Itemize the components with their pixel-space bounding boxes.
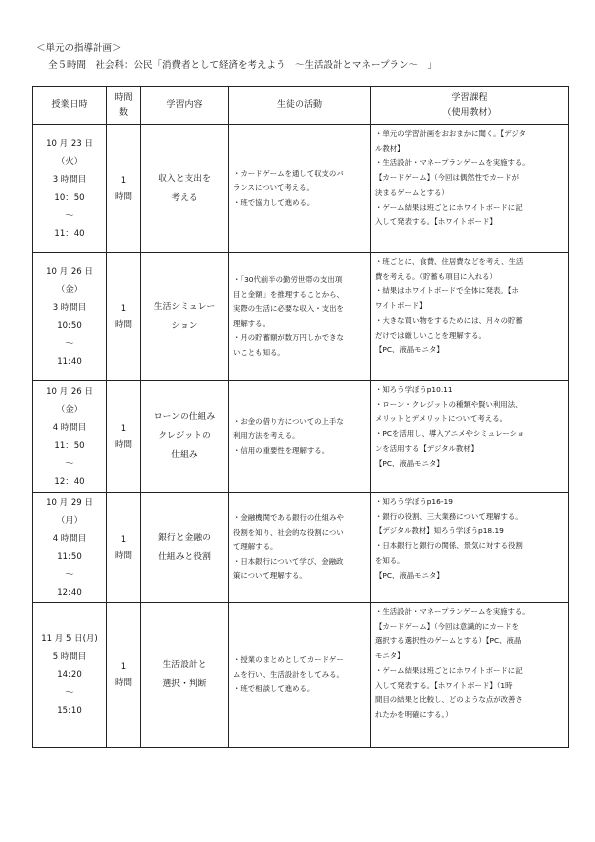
activity-line: て理解する。	[233, 542, 278, 552]
hours-cell	[107, 493, 141, 603]
process-line: 【カードゲーム】（今回は意識的にカードを	[375, 621, 519, 631]
activity-line: ・信用の重要性を理解する。	[233, 445, 330, 455]
date-line: 10 月 23 日	[46, 138, 93, 149]
process-line: ・生活設計・マネープランゲームを実施する。	[375, 158, 530, 168]
process-line: ・大きな買い物をするためには、月々の貯蓄	[375, 315, 523, 325]
unit-title: 全５時間 社会科：公民「消費者として経済を考えよう ～生活設計とマネープラン～ 」	[48, 60, 438, 71]
process-line: 間目の結果と比較し、どのような点が改善さ	[375, 695, 523, 705]
process-cell	[371, 381, 569, 493]
table-row	[33, 125, 569, 253]
process-line: ・ゲーム結果は班ごとにホワイトボードに記	[375, 202, 523, 212]
process-line: モニタ】	[375, 651, 405, 661]
header-process-top: 学習課程	[451, 92, 488, 103]
hours-cell	[107, 125, 141, 253]
content-cell	[141, 253, 229, 381]
hours-value: 1	[120, 423, 127, 434]
content-cell	[141, 603, 229, 748]
content-line: 仕組みと役割	[158, 551, 211, 562]
process-line: ・結果はホワイトボードで全体に発表。【ホ	[375, 286, 519, 296]
date-line: 10 月 29 日	[46, 497, 93, 508]
hours-unit: 時間	[114, 319, 132, 330]
hours-cell	[107, 603, 141, 748]
activity-line: 理解する。	[233, 318, 270, 328]
date-line: 11:40	[57, 356, 82, 367]
process-line: メリットとデメリットについて考える。	[375, 414, 507, 424]
date-cell	[33, 603, 107, 748]
process-line: ・生活設計・マネープランゲームを実施する。	[375, 607, 530, 616]
process-line: だけでは厳しいことを理解する。	[375, 330, 486, 340]
date-line: 11：40	[54, 228, 85, 239]
header-row	[33, 87, 569, 125]
activity-line: ・班で協力して進める。	[233, 197, 315, 207]
activity-line: ムを行い、生活設計をしてみる。	[233, 669, 344, 679]
activity-cell	[229, 381, 371, 493]
process-line: ・日本銀行と銀行の関係、景気に対する役割	[375, 541, 523, 551]
process-line: ・単元の学習計画をおおまかに聞く。【デジタ	[375, 129, 526, 138]
date-line: 11:50	[57, 551, 82, 562]
hours-value: 1	[120, 534, 127, 545]
date-line: ～	[65, 569, 74, 580]
process-cell	[371, 253, 569, 381]
activity-cell	[229, 493, 371, 603]
process-line: ・班ごとに、食費、住居費などを考え、生活	[375, 257, 524, 266]
activity-line: ランスについて考える。	[233, 183, 314, 193]
date-cell	[33, 253, 107, 381]
hours-unit: 時間	[114, 439, 132, 450]
table-row	[33, 603, 569, 748]
hours-cell	[107, 381, 141, 493]
date-line: （火）	[56, 156, 83, 167]
content-line: 収入と支出を	[158, 173, 211, 184]
date-line: 10：50	[54, 192, 85, 203]
header-process-bottom: （使用教材）	[442, 107, 497, 118]
process-line: 【PC、液晶モニタ】	[375, 345, 444, 355]
header-process	[371, 87, 569, 125]
content-line: クレジットの	[158, 431, 211, 441]
process-cell	[371, 125, 569, 253]
process-line: ンを活用する【デジタル教材】	[375, 443, 479, 453]
process-line: 費を考える。（貯蓄も項目に入れる）	[375, 271, 497, 281]
table-row	[33, 381, 569, 493]
process-line: 【デジタル教材】知ろう学ぼうp18.19	[375, 526, 504, 536]
date-line: 12:40	[57, 587, 82, 598]
lesson-plan-table	[32, 86, 569, 748]
date-line: ～	[65, 210, 74, 221]
process-line: 選択する選択性のゲームとする）【PC、液晶	[375, 636, 522, 646]
date-line: 14:20	[57, 670, 82, 680]
process-line: ・知ろう学ぼうp10.11	[375, 385, 453, 394]
date-line: 3 時間目	[52, 174, 87, 185]
activity-cell	[229, 603, 371, 748]
date-line: （月）	[56, 515, 83, 526]
process-line: ・PCを活用し、導入アニメやシミュレーショ	[375, 429, 525, 439]
activity-cell	[229, 125, 371, 253]
content-line: ローンの仕組み	[153, 412, 216, 422]
activity-line: 利用方法を考える。	[233, 431, 300, 441]
header-date: 授業日時	[33, 87, 107, 125]
process-line: ・銀行の役割、三大業務について理解する。	[375, 511, 523, 521]
date-line: 10 月 26 日	[46, 266, 93, 277]
process-line: 入して発表する。【ホワイトボード】（1時	[375, 680, 513, 690]
activity-line: 実際の生活に必要な収入・支出を	[233, 304, 344, 313]
content-line: 考える	[171, 192, 198, 203]
hours-value: 1	[120, 662, 127, 672]
content-cell	[141, 493, 229, 603]
date-cell	[33, 493, 107, 603]
process-cell	[371, 493, 569, 603]
header-hours-bottom: 数	[118, 107, 128, 118]
activity-line: ・金融機関である銀行の仕組みや	[233, 513, 344, 523]
table-row	[33, 493, 569, 603]
content-line: 仕組み	[171, 450, 198, 460]
activity-line: 目と金額」を推理することから、	[233, 289, 344, 299]
process-line: ワイトボード】	[375, 301, 427, 311]
process-line: ル教材】	[375, 143, 405, 153]
header-hours	[107, 87, 141, 125]
hours-value: 1	[120, 303, 127, 314]
process-line: 【カードゲーム】（今回は偶然性でカードが	[375, 173, 519, 183]
date-line: 4 時間目	[52, 533, 87, 544]
process-line: ・ローン・クレジットの種類や賢い利用法、	[375, 399, 523, 409]
process-line: れたかを明確にする。）	[375, 709, 453, 719]
content-cell	[141, 125, 229, 253]
hours-unit: 時間	[114, 678, 132, 688]
content-line: 選択・判断	[162, 679, 207, 689]
process-line: 決まるゲームとする）	[375, 187, 449, 197]
process-line: ・知ろう学ぼうp16-19	[375, 497, 453, 506]
process-line: 入して発表する。【ホワイトボード】	[375, 217, 497, 227]
date-line: ～	[65, 338, 74, 349]
process-cell	[371, 603, 569, 748]
activity-line: ・カードゲームを通して収支のバ	[233, 168, 344, 178]
date-cell	[33, 125, 107, 253]
activity-line: 役割を知り、社会的な役割につい	[233, 527, 344, 537]
activity-cell	[229, 253, 371, 381]
activity-line: ・「30代前半の勤労世帯の支出項	[233, 275, 343, 284]
section-heading: ＜単元の指導計画＞	[36, 43, 122, 54]
date-line: 10:50	[57, 320, 82, 331]
process-line: 【PC、液晶モニタ】	[375, 458, 444, 468]
hours-unit: 時間	[114, 550, 132, 561]
date-line: ～	[65, 688, 74, 698]
table-row	[33, 253, 569, 381]
date-line: 11：50	[54, 440, 85, 451]
date-line: （金）	[56, 284, 83, 295]
process-line: ・ゲーム結果は班ごとにホワイトボードに記	[375, 665, 523, 675]
date-line: 11 月 5 日(月)	[41, 634, 98, 644]
date-line: 4 時間目	[52, 422, 87, 433]
date-cell	[33, 381, 107, 493]
date-line: （金）	[56, 404, 83, 415]
date-line: 10 月 26 日	[46, 386, 93, 397]
hours-unit: 時間	[114, 191, 132, 202]
content-cell	[141, 381, 229, 493]
activity-line: ・授業のまとめとしてカードゲー	[233, 655, 344, 665]
header-hours-top: 時間	[114, 92, 133, 103]
content-line: 銀行と金融の	[158, 532, 211, 543]
activity-line: 策について理解する。	[233, 571, 307, 581]
header-activity: 生徒の活動	[229, 87, 371, 125]
date-line: 15:10	[57, 706, 82, 716]
date-line: 3 時間目	[52, 302, 87, 313]
hours-cell	[107, 253, 141, 381]
activity-line: ・日本銀行について学び、金融政	[233, 556, 344, 566]
header-content: 学習内容	[141, 87, 229, 125]
content-line: 生活シミュレー	[153, 301, 216, 312]
activity-line: ・月の貯蓄額が数万円しかできな	[233, 333, 344, 342]
process-line: を知る。	[375, 555, 405, 565]
date-line: ～	[65, 458, 74, 469]
process-line: 【PC、液晶モニタ】	[375, 570, 444, 580]
date-line: 5 時間目	[52, 652, 87, 662]
date-line: 12：40	[54, 476, 85, 487]
hours-value: 1	[120, 175, 127, 186]
activity-line: ・お金の借り方についての上手な	[233, 416, 344, 426]
activity-line: いことも知る。	[233, 347, 285, 357]
activity-line: ・班で相談して進める。	[233, 684, 315, 694]
content-line: 生活設計と	[162, 660, 207, 670]
content-line: ション	[171, 320, 198, 331]
